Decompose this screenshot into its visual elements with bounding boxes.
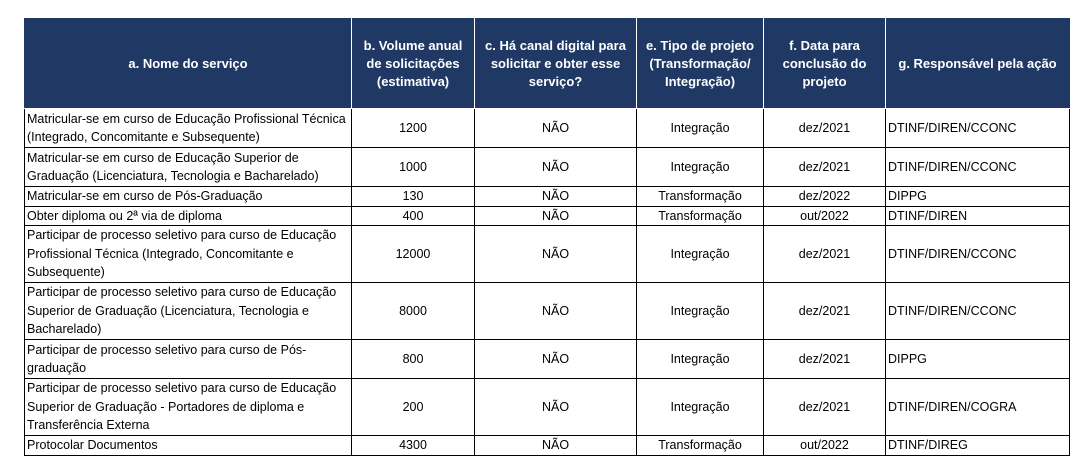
cell-canal: NÃO <box>475 226 637 283</box>
table-body <box>25 109 1070 456</box>
table-row <box>25 340 1070 379</box>
cell-volume: 8000 <box>352 283 475 340</box>
cell-nome: Matricular-se em curso de Educação Superior de Graduação (Licenciatura, Tecnologia e Bacharelado) <box>25 148 352 187</box>
cell-data: dez/2021 <box>764 109 886 148</box>
cell-data: dez/2022 <box>764 187 886 207</box>
cell-data: dez/2021 <box>764 226 886 283</box>
cell-canal: NÃO <box>475 379 637 436</box>
cell-canal: NÃO <box>475 436 637 456</box>
cell-nome: Matricular-se em curso de Pós-Graduação <box>25 187 352 207</box>
header-canal-digital: c. Há canal digital para solicitar e obter esse serviço? <box>475 19 637 109</box>
cell-canal: NÃO <box>475 187 637 207</box>
cell-volume: 12000 <box>352 226 475 283</box>
cell-canal: NÃO <box>475 109 637 148</box>
cell-tipo: Integração <box>637 226 764 283</box>
table-row <box>25 187 1070 207</box>
cell-tipo: Integração <box>637 148 764 187</box>
header-data-conclusao: f. Data para conclusão do projeto <box>764 19 886 109</box>
cell-responsavel: DTINF/DIREG <box>886 436 1070 456</box>
header-tipo-projeto: e. Tipo de projeto (Transformação/ Integração) <box>637 19 764 109</box>
cell-nome: Protocolar Documentos <box>25 436 352 456</box>
cell-tipo: Integração <box>637 379 764 436</box>
cell-tipo: Transformação <box>637 206 764 226</box>
cell-nome: Participar de processo seletivo para curso de Educação Superior de Graduação (Licenciatura, Tecnologia e Bacharelado) <box>25 283 352 340</box>
header-nome-servico: a. Nome do serviço <box>25 19 352 109</box>
cell-volume: 800 <box>352 340 475 379</box>
cell-responsavel: DTINF/DIREN/CCONC <box>886 283 1070 340</box>
cell-volume: 400 <box>352 206 475 226</box>
table-row <box>25 226 1070 283</box>
cell-nome: Participar de processo seletivo para curso de Educação Superior de Graduação - Portadores de diploma e Transferência Externa <box>25 379 352 436</box>
cell-data: dez/2021 <box>764 283 886 340</box>
cell-nome: Participar de processo seletivo para curso de Pós-graduação <box>25 340 352 379</box>
cell-tipo: Transformação <box>637 436 764 456</box>
cell-canal: NÃO <box>475 206 637 226</box>
cell-tipo: Integração <box>637 340 764 379</box>
cell-tipo: Transformação <box>637 187 764 207</box>
cell-tipo: Integração <box>637 283 764 340</box>
header-volume-anual: b. Volume anual de solicitações (estimativa) <box>352 19 475 109</box>
cell-canal: NÃO <box>475 283 637 340</box>
cell-data: dez/2021 <box>764 379 886 436</box>
cell-data: out/2022 <box>764 206 886 226</box>
cell-responsavel: DTINF/DIREN <box>886 206 1070 226</box>
table-header <box>25 19 1070 109</box>
cell-volume: 130 <box>352 187 475 207</box>
cell-tipo: Integração <box>637 109 764 148</box>
table-row <box>25 206 1070 226</box>
cell-volume: 1000 <box>352 148 475 187</box>
cell-responsavel: DTINF/DIREN/CCONC <box>886 109 1070 148</box>
cell-nome: Matricular-se em curso de Educação Profissional Técnica (Integrado, Concomitante e Subsequente) <box>25 109 352 148</box>
services-table <box>24 18 1070 456</box>
cell-data: dez/2021 <box>764 340 886 379</box>
table-row <box>25 436 1070 456</box>
cell-responsavel: DIPPG <box>886 340 1070 379</box>
cell-nome: Participar de processo seletivo para curso de Educação Profissional Técnica (Integrado, Concomitante e Subsequente) <box>25 226 352 283</box>
services-table-container <box>24 18 1070 456</box>
cell-responsavel: DTINF/DIREN/COGRA <box>886 379 1070 436</box>
table-row <box>25 283 1070 340</box>
cell-responsavel: DTINF/DIREN/CCONC <box>886 148 1070 187</box>
cell-responsavel: DIPPG <box>886 187 1070 207</box>
header-row <box>25 19 1070 109</box>
cell-volume: 200 <box>352 379 475 436</box>
cell-volume: 1200 <box>352 109 475 148</box>
cell-nome: Obter diploma ou 2ª via de diploma <box>25 206 352 226</box>
cell-data: out/2022 <box>764 436 886 456</box>
cell-canal: NÃO <box>475 340 637 379</box>
table-row <box>25 148 1070 187</box>
cell-responsavel: DTINF/DIREN/CCONC <box>886 226 1070 283</box>
table-row <box>25 379 1070 436</box>
cell-volume: 4300 <box>352 436 475 456</box>
table-row <box>25 109 1070 148</box>
cell-data: dez/2021 <box>764 148 886 187</box>
header-responsavel: g. Responsável pela ação <box>886 19 1070 109</box>
cell-canal: NÃO <box>475 148 637 187</box>
